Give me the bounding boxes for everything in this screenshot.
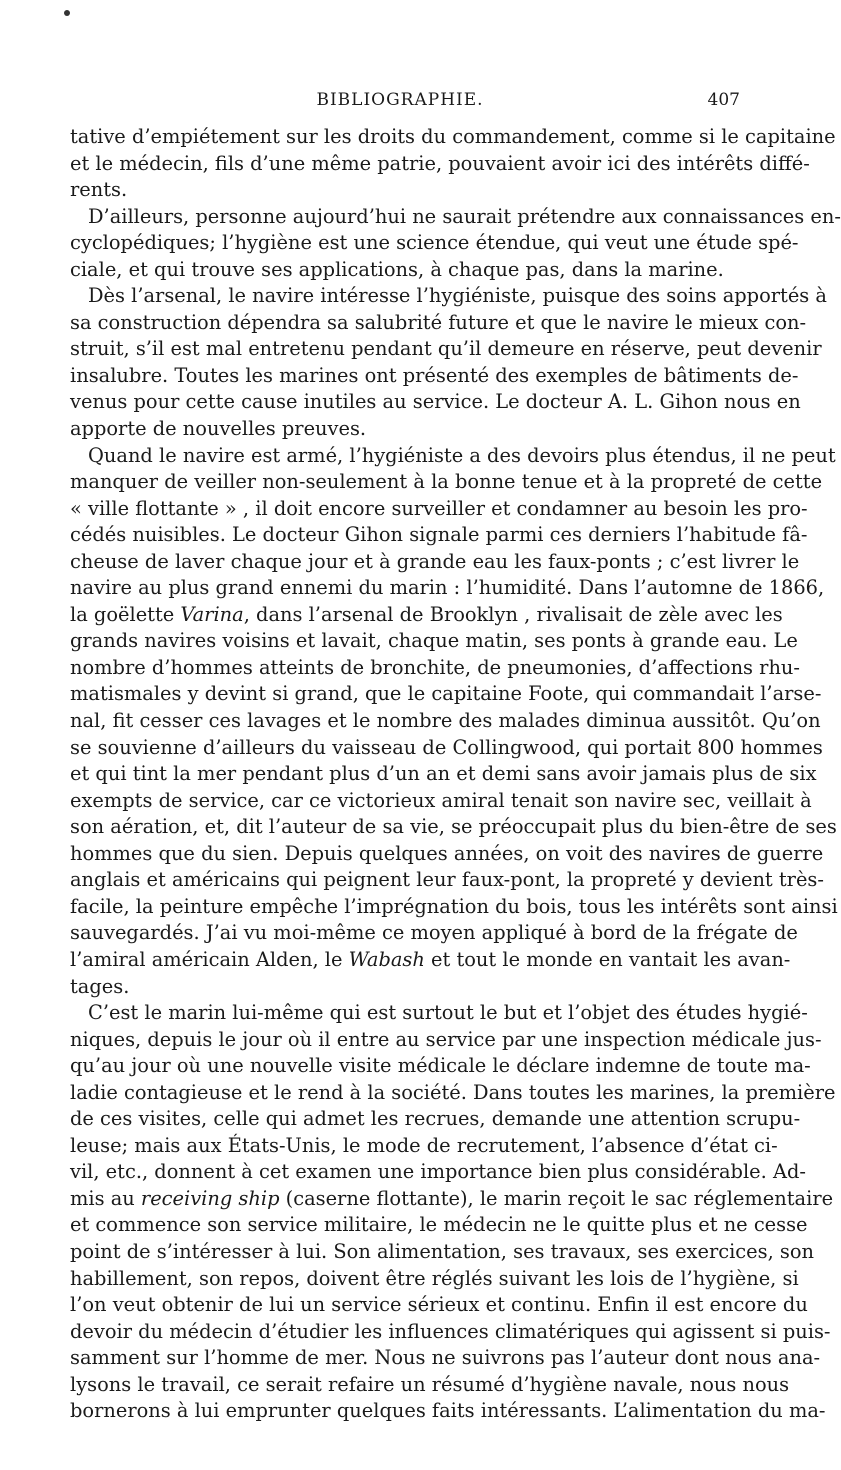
italic-term: Varina xyxy=(180,602,244,626)
text-line: matismales y devint si grand, que le capitaine Foote, qui commandait l’arse- xyxy=(70,682,822,706)
text-line: habillement, son repos, doivent être réglés suivant les lois de l’hygiène, si xyxy=(70,1266,799,1290)
text-line: D’ailleurs, personne aujourd’hui ne saurait prétendre aux connaissances en- xyxy=(88,204,841,228)
text-line: C’est le marin lui-même qui est surtout le but et l’objet des études hygié- xyxy=(88,1001,808,1025)
text-line: samment sur l’homme de mer. Nous ne suivrons pas l’auteur dont nous ana- xyxy=(70,1346,821,1370)
text-line: apporte de nouvelles preuves. xyxy=(70,417,367,441)
text-line: sa construction dépendra sa salubrité future et que le navire le mieux con- xyxy=(70,310,807,334)
text-line: de ces visites, celle qui admet les recrues, demande une attention scrupu- xyxy=(70,1107,801,1131)
text-line: niques, depuis le jour où il entre au service par une inspection médicale jus- xyxy=(70,1027,822,1051)
text-line: Dès l’arsenal, le navire intéresse l’hygiéniste, puisque des soins apportés à xyxy=(88,284,827,308)
text-line: vil, etc., donnent à cet examen une importance bien plus considérable. Ad- xyxy=(70,1160,806,1184)
text-line: et qui tint la mer pendant plus d’un an et demi sans avoir jamais plus de six xyxy=(70,762,817,786)
text-line: cédés nuisibles. Le docteur Gihon signale parmi ces derniers l’habitude fâ- xyxy=(70,523,808,547)
text-line: tative d’empiétement sur les droits du commandement, comme si le capitaine xyxy=(70,125,836,148)
text-line: Quand le navire est armé, l’hygiéniste a des devoirs plus étendus, il ne peut xyxy=(88,443,836,467)
text-line: lysons le travail, ce serait refaire un résumé d’hygiène navale, nous nous xyxy=(70,1372,790,1396)
italic-term: Wabash xyxy=(348,947,425,971)
text-line: « ville flottante » , il doit encore surveiller et condamner au besoin les pro- xyxy=(70,496,808,520)
text-line: l’on veut obtenir de lui un service sérieux et continu. Enfin il est encore du xyxy=(70,1293,808,1317)
text-line: et commence son service militaire, le médecin ne le quitte plus et ne cesse xyxy=(70,1213,808,1237)
text-line: mis au receiving ship (caserne flottante), le marin reçoit le sac réglementaire xyxy=(70,1186,834,1210)
text-line: ciale, et qui trouve ses applications, à chaque pas, dans la marine. xyxy=(70,257,724,281)
text-line: venus pour cette cause inutiles au service. Le docteur A. L. Gihon nous en xyxy=(70,390,801,414)
text-line: exempts de service, car ce victorieux amiral tenait son navire sec, veillait à xyxy=(70,788,812,812)
text-line: l’amiral américain Alden, le Wabash et tout le monde en vantait les avan- xyxy=(70,947,791,971)
text-line: point de s’intéresser à lui. Son alimentation, ses travaux, ses exercices, son xyxy=(70,1239,815,1263)
text-line: insalubre. Toutes les marines ont présenté des exemples de bâtiments de- xyxy=(70,363,799,387)
text-line: rents. xyxy=(70,178,128,202)
text-line: hommes que du sien. Depuis quelques années, on voit des navires de guerre xyxy=(70,841,824,865)
text-line: cheuse de laver chaque jour et à grande eau les faux-ponts ; c’est livrer le xyxy=(70,549,800,573)
text-line: devoir du médecin d’étudier les influences climatériques qui agissent si puis- xyxy=(70,1319,831,1343)
text-line: grands navires voisins et lavait, chaque matin, ses ponts à grande eau. Le xyxy=(70,629,798,653)
page-header xyxy=(60,90,740,114)
text-line: nombre d’hommes atteints de bronchite, de pneumonies, d’affections rhu- xyxy=(70,655,800,679)
text-line: facile, la peinture empêche l’imprégnation du bois, tous les intérêts sont ainsi xyxy=(70,894,838,918)
ink-dot xyxy=(64,10,70,16)
text-line: tages. xyxy=(70,974,130,998)
italic-term: receiving ship xyxy=(140,1186,280,1210)
text-line: cyclopédiques; l’hygiène est une science étendue, qui veut une étude spé- xyxy=(70,231,799,255)
text-line: ladie contagieuse et le rend à la société. Dans toutes les marines, la première xyxy=(70,1080,836,1104)
text-line: leuse; mais aux États-Unis, le mode de recrutement, l’absence d’état ci- xyxy=(70,1133,778,1157)
running-title: BIBLIOGRAPHIE. xyxy=(316,90,484,110)
text-line: bornerons à lui emprunter quelques faits intéressants. L’alimentation du ma- xyxy=(70,1399,826,1423)
text-line: anglais et américains qui peignent leur faux-pont, la propreté y devient très- xyxy=(70,868,824,892)
page-number: 407 xyxy=(707,90,740,110)
text-line: qu’au jour où une nouvelle visite médicale le déclare indemne de toute ma- xyxy=(70,1054,811,1078)
text-line: se souvienne d’ailleurs du vaisseau de Collingwood, qui portait 800 hommes xyxy=(70,735,823,759)
text-line: et le médecin, fils d’une même patrie, pouvaient avoir ici des intérêts diffé- xyxy=(70,151,810,175)
body-text xyxy=(70,124,841,1425)
text-line: manquer de veiller non-seulement à la bonne tenue et à la propreté de cette xyxy=(70,470,823,494)
text-line: la goëlette Varina, dans l’arsenal de Brooklyn , rivalisait de zèle avec les xyxy=(70,602,783,626)
text-line: sauvegardés. J’ai vu moi-même ce moyen appliqué à bord de la frégate de xyxy=(70,921,798,945)
text-line: navire au plus grand ennemi du marin : l’humidité. Dans l’automne de 1866, xyxy=(70,576,825,600)
text-line: nal, fit cesser ces lavages et le nombre des malades diminua aussitôt. Qu’on xyxy=(70,709,821,733)
text-line: struit, s’il est mal entretenu pendant qu’il demeure en réserve, peut devenir xyxy=(70,337,822,361)
text-line: son aération, et, dit l’auteur de sa vie, se préoccupait plus du bien-être de ses xyxy=(70,815,837,839)
